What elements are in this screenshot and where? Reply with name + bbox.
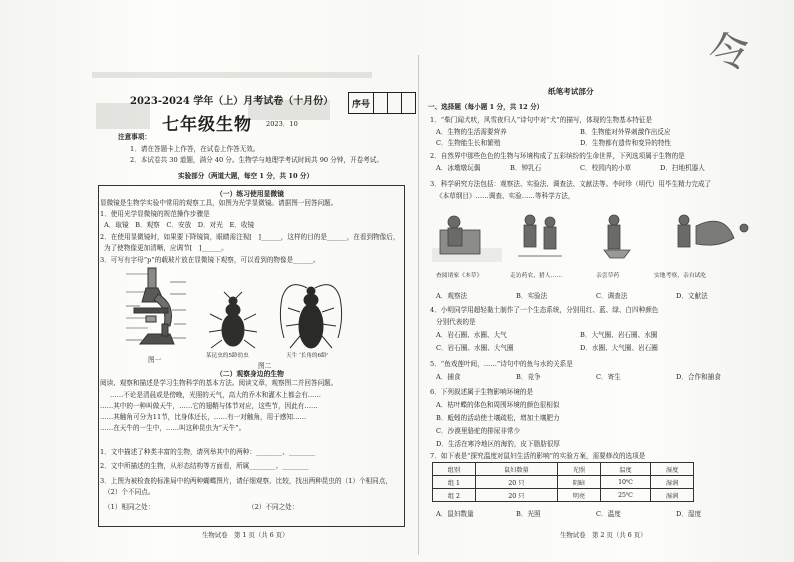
figure-2-caption: 图二 [258, 362, 272, 370]
sub-question-1: 1．文中描述了种类丰富的生物，请列举其中的两种：________、________ [100, 448, 316, 456]
q3-fig-label: 亲尝草药 [596, 273, 620, 279]
exam-title: 2023-2024 学年（上）月考试卷（十月份） [130, 96, 334, 107]
q5-option: A．捕食 [436, 373, 461, 381]
q4-option: A．岩石圈、水圈、大气 [436, 331, 507, 339]
question-2: 2．在使用显微镜时，如果要下降镜筒，眼睛需注视[ ]______，这样的目的是______，在看到物像后， [100, 233, 400, 241]
question-3: 3．可写有字母“p”的载玻片放在显微镜下观察，可以看到的物像是______。 [100, 256, 320, 264]
table-cell: 25℃ [600, 489, 650, 502]
q3-fig-label: 走访药农、猎人…… [510, 273, 563, 279]
q6-option: B．蚯蚓的活动使土壤疏松，增加土壤肥力 [436, 414, 560, 422]
microscope-figure [118, 264, 190, 358]
q2-option: A．冰墩墩玩偶 [436, 164, 481, 172]
q7-option: A．鼠妇数量 [436, 510, 474, 518]
q1-option: C．生物能生长和繁殖 [436, 139, 501, 147]
question-1-options: A．取镜 B．观察 C．安放 D．对光 E．收镜 [104, 221, 255, 229]
sequence-label: 序号 [349, 93, 374, 113]
q1-option: D．生物都有遗传和变异的特性 [580, 139, 672, 147]
q2-option: D．扫地机器人 [660, 164, 705, 172]
q5-stem: 5．“鱼戏莲叶间，……”诗句中的鱼与水的关系是 [430, 360, 573, 368]
table-cell: 组 1 [433, 476, 476, 489]
q3-option: C．调查法 [596, 292, 628, 300]
sub-question-3b: （2）个不同点。 [104, 488, 155, 496]
q6-option: D．生活在寒冷地区的海豹，皮下脂肪很厚 [436, 440, 560, 448]
q3-option: B．实验法 [516, 292, 548, 300]
table-header-cell: 温度 [600, 463, 650, 476]
sub-question-2: 2．文中所描述的生物，从形态结构等方面看，所属________、________ [100, 462, 309, 470]
passage-line: ……其触角可分为11节，比身体还长，……有一对触角，用于感知…… [100, 413, 307, 421]
table-header-cell: 光照 [558, 463, 601, 476]
q4-stem: 4．小明同学用超轻黏土制作了一个生态系统，分别用红、蓝、绿、白四种颜色 [430, 306, 659, 314]
table-header-cell: 组别 [433, 463, 476, 476]
q2-option: B．钟乳石 [510, 164, 542, 172]
section-intro-2: 阅读、观察和描述是学习生物科学的基本方法。阅读文章，观察图二并回答问题。 [100, 379, 338, 387]
experiment-table [432, 462, 694, 502]
table-cell: 10℃ [600, 476, 650, 489]
q5-option: B．竞争 [516, 373, 541, 381]
passage-line: ……其中的一种叫做天牛，……它的翅鞘与体节对应，这些节，因此有…… [100, 402, 318, 410]
exam-date: 2023．10 [266, 120, 298, 128]
blurred-header-strip [92, 72, 372, 78]
sequence-cell [374, 93, 388, 113]
table-cell: 20 只 [475, 476, 557, 489]
q7-option: B．光照 [516, 510, 541, 518]
q3-fig-label: 实地考察，亲自试吃 [654, 273, 707, 279]
longhorn-beetle-icon [276, 268, 346, 356]
table-cell: 湿润 [651, 489, 694, 502]
note-item: 2．本试卷共 30 道题，满分 40 分。生物学与地理学考试时间共 90 分钟，开卷考试。 [130, 156, 383, 164]
larva-beetle-icon [206, 290, 260, 354]
passage-line: ……不论是清晨或是傍晚，光照的天气，高大的乔木和灌木上都会有…… [110, 391, 321, 399]
passage-line: ……在天牛的一生中，……叫这种昆虫为“天牛”。 [100, 424, 246, 432]
q3-fig-label: 查阅诸家《本草》 [436, 273, 483, 279]
q4-option: C．岩石圈、水圈、大气圈 [436, 344, 514, 352]
page-footer-left: 生物试卷 第 1 页（共 6 页） [202, 531, 289, 539]
q1-option: B．生物能对外界刺激作出反应 [580, 128, 671, 136]
q4-option: B．大气圈、岩石圈、水圈 [580, 331, 658, 339]
figure-1-caption: 图一 [148, 356, 162, 364]
section-title-microscope: （一）练习使用显微镜 [216, 190, 284, 198]
q6-option: C．沙漠里骆驼的排尿非常少 [436, 427, 521, 435]
table-row [433, 476, 694, 489]
handwritten-mark: 令 [703, 24, 756, 81]
q3-option: A．观察法 [436, 292, 468, 300]
table-cell: 明亮 [558, 489, 601, 502]
note-item: 1．请在答题卡上作答，在试卷上作答无效。 [130, 145, 260, 153]
choice-section-heading: 一、选择题（每小题 1 分，共 12 分） [428, 103, 544, 111]
q7-option: D．湿度 [676, 510, 702, 518]
figure-2-left-caption: 某昆虫的5龄幼虫 [206, 353, 249, 359]
question-2b: 为了使物像更加清晰，应调节[ ]______。 [104, 244, 228, 252]
q2-stem: 2．自然界中那些色色的生物与环境构成了五彩缤纷的生命世界，下列选项属于生物的是 [430, 152, 685, 160]
table-cell: 组 2 [433, 489, 476, 502]
sub-question-3: 3．上图为被检查的标准局中的两种蝴蝶图片，请仔细观察、比较，找出两种昆虫的（1）个相同点， [100, 477, 392, 485]
lab-part-title: 实验部分（两道大题，每空 1 分，共 10 分） [178, 172, 314, 180]
q4-stem-2: 分别代表的是 [436, 318, 476, 326]
q3-stem-2: 《本草纲目》……调查、实验……等科学方法， [436, 192, 575, 200]
sequence-number-box [348, 92, 416, 114]
q1-option: A．生物的生活需要营养 [436, 128, 507, 136]
li-shizhen-illustration [434, 208, 774, 268]
answer-blank-same: （1）相同之处： [104, 503, 155, 511]
q1-stem: 1．“柴门闻犬吠，风雪夜归人”诗句中对“犬”的描写，体现的生物基本特征是 [430, 116, 653, 124]
page-footer-right: 生物试卷 第 2 页（共 6 页） [560, 531, 647, 539]
sequence-cell [388, 93, 402, 113]
q2-option: C．校园内的小草 [580, 164, 632, 172]
page-fold-line [418, 55, 419, 555]
q6-option: A．枯叶蝶的体色和周围环境的颜色很相似 [436, 401, 560, 409]
table-row [433, 489, 694, 502]
notes-heading: 注意事项： [118, 133, 151, 141]
q3-option: D．文献法 [676, 292, 708, 300]
q7-stem: 7．如下表是“探究温度对鼠妇生活的影响”的实验方案，需要修改的选项是 [430, 452, 646, 460]
figure-2-right-caption: 天牛 ‘长角的6龄’ [286, 353, 329, 359]
q4-option: D．水圈、大气圈、岩石圈 [580, 344, 658, 352]
section-intro: 显微镜是生物学实验中常用的观察工具，如图为光学显微镜。请据图一回答问题。 [100, 199, 338, 207]
table-header-cell: 湿度 [651, 463, 694, 476]
table-header-cell: 鼠妇数量 [475, 463, 557, 476]
table-cell: 湿润 [651, 476, 694, 489]
table-header-row [433, 463, 694, 476]
sequence-cell [402, 93, 415, 113]
question-1: 1．使用光学显微镜的规范操作步骤是 [100, 210, 210, 218]
q6-stem: 6．下列叙述属于生物影响环境的是 [430, 388, 534, 396]
subject-title: 七年级生物 [162, 115, 252, 135]
q5-option: D．合作和捕食 [676, 373, 721, 381]
q7-option: C．温度 [596, 510, 621, 518]
table-cell: 阴暗 [558, 476, 601, 489]
q3-stem: 3．科学研究方法包括：观察法、实验法、调查法、文献法等。李时珍（明代）用毕生精力完成了 [430, 180, 712, 188]
table-cell: 20 只 [475, 489, 557, 502]
q5-option: C．寄生 [596, 373, 621, 381]
section-title-observe: （二）观察身边的生物 [216, 370, 284, 378]
written-part-title: 纸笔考试部分 [548, 87, 594, 96]
answer-blank-diff: （2）不同之处： [248, 503, 299, 511]
